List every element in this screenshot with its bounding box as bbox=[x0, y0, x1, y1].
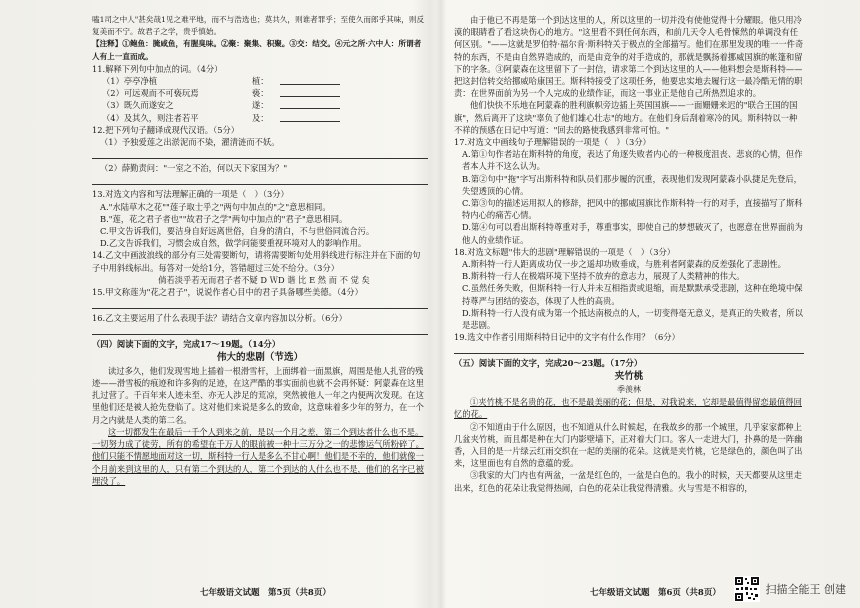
q12-sentence-2: （2）薛勤责问："一室之不治，何以天下家国为？" bbox=[100, 163, 288, 174]
q13-option-b: B."莲，花之君子者也""故君子之学"两句中加点的"君子"意思相同。 bbox=[100, 213, 348, 224]
passage-paragraph: 由于他已不再是第一个到达这里的人，所以这里的一切并没有使他觉得十分耀眼。他只用冷漠的眼睛看了看这块伤心的地方。"这里看不到任何东西，和前几天令人毛骨悚然的单调没有任何区别。"——这就是罗伯特·福尔肯·斯科特关于极点的全部描写。他们在那里发现的唯一一件奇特的东西，不是由自然界造成的，而是由竞争的对手造成的，那就是飘扬着挪威国旗的帐篷和留下的字条。③阿蒙森在这里留下了一封信，请求第二个到达这里的人——他料想会是斯科特——把这封信转交给挪威哈康国王。斯科特接受了这项任务，他要忠实地去履行这一最冷酷无情的职责：在世界面前为另一个人完成的业绩作证，而这一事业正是他自己所热烈追求的。 bbox=[454, 15, 804, 99]
q11-item-1: （1）亭亭净植 植： bbox=[92, 75, 428, 87]
passage-note: 【注释】①鲍鱼：腌咸鱼，有腥臭味。②聚：聚集、积聚。③交：结交。④元之所·六中人：所谓者人有上一直而成。 bbox=[92, 39, 422, 61]
scanner-watermark bbox=[734, 576, 847, 602]
left-page bbox=[92, 14, 428, 582]
question-19: 19.选文中作者引用斯科特日记中的文字有什么作用？（6分） bbox=[454, 332, 680, 343]
passage-paragraph: 读过多久，他们发现雪地上插着一根滑雪杆，上面绑着一面黑旗，周围是他人扎营的残迹——滑雪板的痕迹和许多狗的足迹，在这严酷的事实面前也就不会再怀疑：阿蒙森在这里扎过营了。千百年来人迹未至、亦无人涉足的荒凉，突然被他人一年之内便两次发现。在这里他们还是被人抢先登临了。这对他们来说是多么的致命，这意味着多少年的努力，在一个月之内就是人类的第二名。 bbox=[92, 365, 424, 425]
page-fold bbox=[436, 0, 446, 608]
q17-option-d: D.第④句可以看出斯科特尊重对手，尊重事实，即使自己的梦想破灭了，也愿意在世界面前为他人的业绩作证。 bbox=[462, 222, 803, 245]
q17-option-c: C.第③句的描述运用拟人的修辞，把风中的挪威国旗比作斯科特一行的对手，直接描写了斯科特内心的痛苦心情。 bbox=[462, 198, 803, 221]
passage-paragraph: ③我家的大门内也有两盆，一盆是红色的，一盆是白色的。我小的时候，天天都要从这里走出来，红色的花朵让我觉得热闹，白色的花朵让我觉得清雅。火与雪是不相容的， bbox=[454, 470, 802, 493]
qr-code-icon bbox=[734, 576, 760, 602]
q12-sentence-1: （1）予独爱莲之出淤泥而不染，濯清涟而不妖。 bbox=[100, 137, 280, 148]
q18-option-a: A.斯科特一行人距离成功仅一步之遥却功败垂成，与胜利者阿蒙森的反差强化了悲剧性。 bbox=[462, 259, 786, 270]
q18-option-d: D.斯科特一行人没有成为第一个抵达南极点的人，一切变得毫无意义，是真正的失败者，所以是悲剧。 bbox=[462, 307, 803, 331]
section-4-header: （四）阅读下面的文字，完成17～19题。（14分） bbox=[92, 339, 281, 350]
scanner-label: 扫描全能王 创建 bbox=[765, 583, 846, 596]
passage-title: 伟大的悲剧（节选） bbox=[216, 351, 304, 363]
q18-option-c: C.虽然任务失败，但斯科特一行人并未互相指责或退缩，而是默默承受悲剧，这种在绝境中保持尊严与团结的姿态，体现了人性的高贵。 bbox=[462, 283, 803, 306]
answer-blank[interactable] bbox=[280, 75, 340, 85]
answer-line[interactable] bbox=[92, 298, 428, 309]
right-page bbox=[454, 14, 804, 582]
answer-line[interactable] bbox=[454, 343, 804, 354]
q11-item-3: （3）既久而遂安之 遂： bbox=[92, 99, 428, 111]
q17-option-b: B.第②句中"拖"字写出斯科特和队员们那步履的沉重，表现他们发现阿蒙森小队捷足先登后，失望透顶的心情。 bbox=[462, 173, 802, 196]
answer-blank[interactable] bbox=[280, 87, 340, 97]
q18-option-b: B.斯科特一行人在极端环境下坚持不放弃的意志力，展现了人类精神的伟大。 bbox=[462, 271, 745, 282]
answer-line[interactable] bbox=[92, 324, 428, 335]
answer-line[interactable] bbox=[92, 148, 428, 159]
section-5-header: （五）阅读下面的文字，完成20～23题。（17分） bbox=[454, 358, 643, 369]
passage-paragraph: ①夹竹桃不是名贵的花，也不是最美丽的花；但是，对我说来，它却是最值得留恋最值得回忆的花。 bbox=[454, 397, 802, 420]
q17-option-a: A.第①句作者站在斯科特的角度，表达了角逐失败者内心的一种极度沮丧、悲哀的心情，但作者本人并不这么认为。 bbox=[462, 149, 803, 172]
passage-paragraph: ②不知道由于什么原因，也不知道从什么时候起，在我故乡的那一个城里，几乎家家都种上几盆夹竹桃，而且都是种在大门内影壁墙下，正对着大门口。客人一走进大门，扑鼻的是一阵幽香，入目的是一片绿云红雨交织在一起的美丽的花朵。这就是夹竹桃，它是绿色的，颜色叫了出来，这里面也有自然的意蕴的爱。 bbox=[454, 421, 803, 469]
question-12: 12.把下列句子翻译成现代汉语。（5分） bbox=[92, 124, 240, 135]
answer-blank[interactable] bbox=[280, 99, 340, 109]
answer-line[interactable] bbox=[92, 174, 428, 185]
passage-paragraph: 他们快快不乐地在阿蒙森的胜利旗帜旁边插上英国国旗——一面姗姗来迟的"联合王国的国旗"，然后离开了这块"辜负了他们雄心壮志"的地方。在他们身后刮着寒冷的风。斯科特以一种不祥的预感在日记中写道："回去的路使我感到非常可怕。" bbox=[454, 100, 798, 135]
question-17: 17.对选文中画线句子理解错误的一项是（ ）（3分） bbox=[454, 137, 651, 148]
q11-item-2: （2）可远观而不可亵玩焉 亵： bbox=[92, 87, 428, 99]
passage-title: 夹竹桃 bbox=[614, 370, 644, 382]
page-footer-left: 七年级语文试题 第5页（共8页） bbox=[200, 588, 331, 598]
question-15: 15.甲文称莲为"花之君子"，说说作者心目中的君子具备哪些美德。（4分） bbox=[92, 287, 363, 298]
q13-option-a: A."水陆草木之花""莲子取士乎之"两句中加点的"之"意思相同。 bbox=[100, 201, 331, 212]
passage-paragraph: 这一切都发生在最后一千个人到来之前，是以一个月之差，第二个到达者什么也不是。一切努力成了徒劳，所有的希望在千万人的眼前被一种十三万分之一的悲惨运气所粉碎了。他们只能不情愿地面对这一切，斯科特一行人是多么不甘心啊！他们是不幸的，他们就像一个月前来到这里的人，只有第二个到达的人，第二个到达的人什么也不是，他们的名字已被埋没了。 bbox=[92, 426, 424, 486]
page-footer-right: 七年级语文试题 第6页（共8页） bbox=[590, 588, 721, 598]
q13-option-d: D.乙文告诉我们，习惯会成自然，做学问能要重视环境对人的影响作用。 bbox=[100, 238, 367, 249]
question-11: 11.解释下列句中加点的词。（4分） bbox=[92, 63, 223, 74]
question-13: 13.对选文内容和写法理解正确的一项是（ ）（3分） bbox=[92, 189, 289, 200]
question-14: 14.乙文中画波浪线的部分有三处需要断句，请将需要断句处用斜线进行标注并在下面的句子中用斜线标出。每答对一处给1分，答错超过三处不给分。（3分） bbox=[92, 250, 421, 273]
passage-author: 季羡林 bbox=[617, 384, 641, 394]
q13-option-c: C.甲文告诉我们，要洁身自好远离世俗，自身的清白，不与世俗同流合污。 bbox=[100, 226, 375, 237]
q11-item-4: （4）及其久，则注者若平 及： bbox=[92, 112, 428, 124]
answer-blank[interactable] bbox=[280, 112, 340, 122]
question-18: 18.对选文标题"伟大的悲剧"理解错误的一项是（ ）（3分） bbox=[454, 246, 676, 257]
passage-tail: 嗑1司之中人"甚矣哉1见之难平地，而不与浩选也；莫共久，则谁者罪乎；至使久而郎乎其味，则反复美而不宁。故君子之学，贵乎慎始。 bbox=[92, 15, 425, 37]
q14-text: 倘若淡乎若无而君子者不疑 D ＷD 谐 比 E 然 而 不 觉 矣 bbox=[158, 274, 370, 285]
question-16: 16.乙文主要运用了什么表现手法？请结合文章内容加以分析。（6分） bbox=[92, 313, 347, 324]
